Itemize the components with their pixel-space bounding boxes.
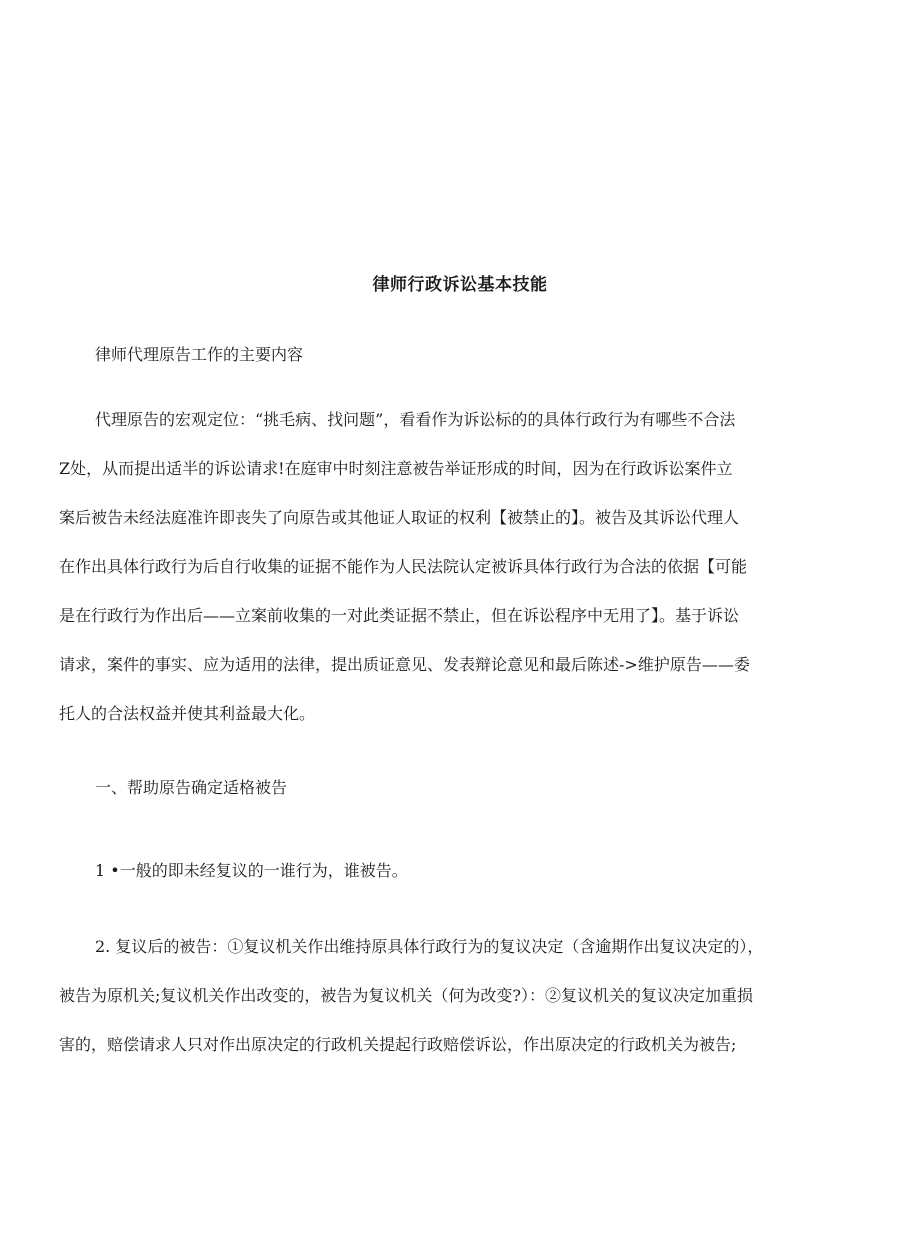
paragraph-line: 请求，案件的事实、应为适用的法律，提出质证意见、发表辩论意见和最后陈述->维护原告——委 xyxy=(59,655,750,674)
intro-paragraph xyxy=(59,408,829,726)
section-heading: 一、帮助原告确定适格被告 xyxy=(95,778,288,797)
paragraph-line: 被告为原机关;复议机关作出改变的，被告为复议机关（何为改变?）：②复议机关的复议决定加重损 xyxy=(59,986,753,1005)
item2-paragraph xyxy=(59,935,829,1057)
paragraph-line: 代理原告的宏观定位：“挑毛病、找问题”，看看作为诉讼标的的具体行政行为有哪些不合法 xyxy=(95,410,736,429)
paragraph-line: 害的，赔偿请求人只对作出原决定的行政机关提起行政赔偿诉讼，作出原决定的行政机关为被告; xyxy=(59,1035,737,1054)
list-item: 1 •一般的即未经复议的一谁行为，谁被告。 xyxy=(95,861,408,880)
paragraph-line: 案后被告未经法庭准许即丧失了向原告或其他证人取证的权利【被禁止的】。被告及其诉讼代理人 xyxy=(59,508,740,527)
paragraph-line: 是在行政行为作出后——立案前收集的一对此类证据不禁止，但在诉讼程序中无用了】。基于诉讼 xyxy=(59,606,740,625)
paragraph-line: Z处，从而提出适半的诉讼请求!在庭审中时刻注意被告举证形成的时间，因为在行政诉讼案件立 xyxy=(59,459,733,478)
subheading: 律师代理原告工作的主要内容 xyxy=(95,345,304,364)
document-title: 律师行政诉讼基本技能 xyxy=(372,275,548,295)
paragraph-line: 2. 复议后的被告：①复议机关作出维持原具体行政行为的复议决定（含逾期作出复议决定的）， xyxy=(95,937,764,956)
paragraph-line: 在作出具体行政行为后自行收集的证据不能作为人民法院认定被诉具体行政行为合法的依据【可能 xyxy=(59,557,748,576)
paragraph-line: 托人的合法权益并使其利益最大化。 xyxy=(59,704,316,723)
